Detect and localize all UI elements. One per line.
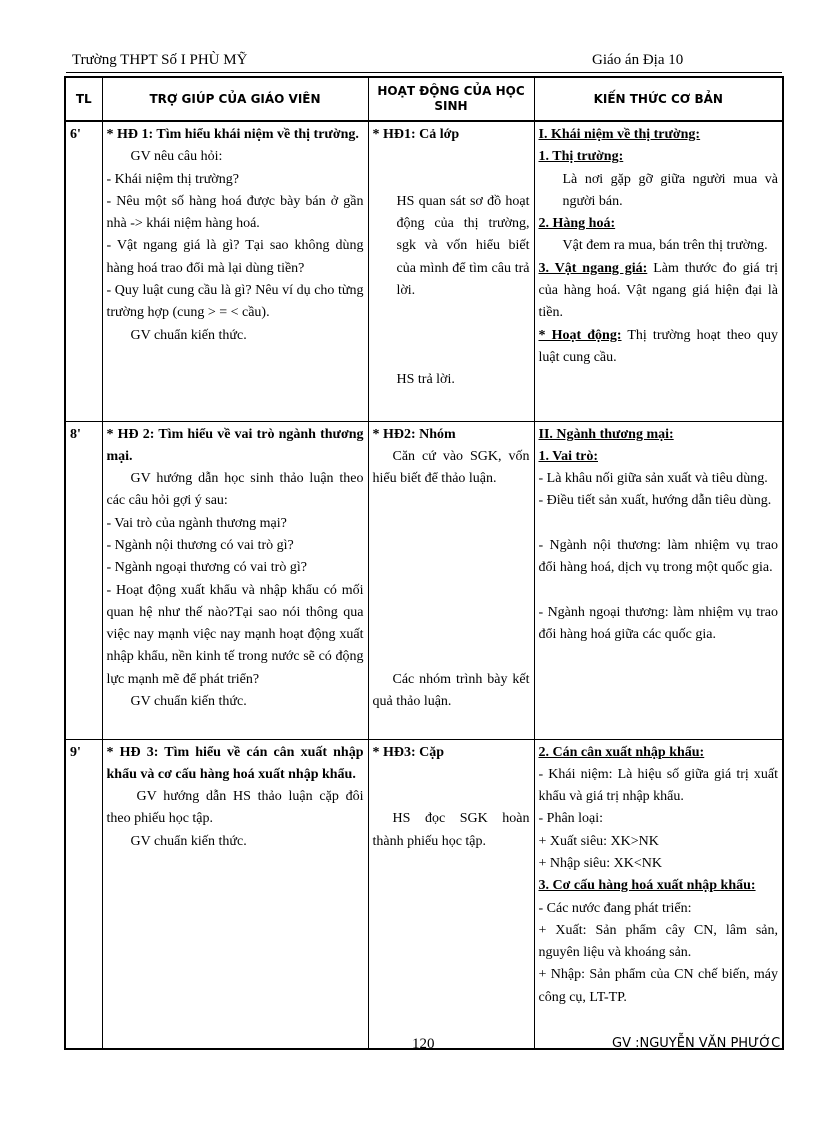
table-row xyxy=(65,739,783,1049)
knowledge-cell xyxy=(534,121,783,421)
text-line: HS quan sát sơ đồ hoạt động của thị trường, sgk và vốn hiểu biết của mình để tìm câu trả lời. xyxy=(396,193,530,299)
text-line: - Ngành nội thương có vai trò gì? xyxy=(106,537,294,553)
text-line: HS đọc SGK hoàn thành phiếu học tập. xyxy=(372,811,530,849)
text-line: - Các nước đang phát triển: xyxy=(538,900,692,916)
text-line: - Ngành nội thương: làm nhiệm vụ trao đổi hàng hoá, dịch vụ trong một quốc gia. xyxy=(538,537,778,576)
row-time: 9' xyxy=(65,739,102,1049)
header-school: Trường THPT Số I PHÙ MỸ xyxy=(72,52,248,68)
student-cell xyxy=(368,739,534,1049)
row-time: 8' xyxy=(65,421,102,739)
text-line: + Nhập siêu: XK<NK xyxy=(538,855,662,871)
text-line: - Quy luật cung cầu là gì? Nêu ví dụ cho từng trường hợp (cung > = < cầu). xyxy=(106,283,364,321)
text-line: - Ngành ngoại thương: làm nhiệm vụ trao đổi hàng hoá giữa các quốc gia. xyxy=(538,604,778,643)
text-line: Thị trường hoạt theo quy luật cung cầu. xyxy=(538,327,778,365)
item-heading: 1. Thị trường: xyxy=(538,149,624,165)
student-cell xyxy=(368,121,534,421)
text-line: - Là khâu nối giữa sản xuất và tiêu dùng. xyxy=(538,471,768,487)
text-line: GV hướng dẫn học sinh thảo luận theo các câu hỏi gợi ý sau: xyxy=(106,471,364,509)
text-line: - Khái niệm thị trường? xyxy=(106,171,239,187)
item-heading: 1. Vai trò: xyxy=(538,448,598,464)
activity-title: * HĐ2: Nhóm xyxy=(372,426,456,442)
text-line: HS trả lời. xyxy=(396,372,455,388)
text-line: Các nhóm trình bày kết quả thảo luận. xyxy=(372,671,530,710)
footer-teacher: GV :NGUYỄN VĂN PHƯỚC xyxy=(612,1036,781,1051)
section-heading: I. Khái niệm về thị trường: xyxy=(538,127,701,142)
text-line: GV hướng dẫn HS thảo luận cặp đôi theo phiếu học tập. xyxy=(106,789,364,827)
col-header-teacher: TRỢ GIÚP CỦA GIÁO VIÊN xyxy=(102,77,368,121)
table-row xyxy=(65,421,783,739)
text-line: Vật đem ra mua, bán trên thị trường. xyxy=(562,238,768,254)
text-line: Làm thước đo giá trị của hàng hoá. Vật ngang giá hiện đại là tiền. xyxy=(538,260,779,321)
text-line: - Nêu một số hàng hoá được bày bán ở gần nhà -> khái niệm hàng hoá. xyxy=(106,193,364,232)
text-line: GV chuẩn kiến thức. xyxy=(130,833,247,849)
text-line: - Ngành ngoại thương có vai trò gì? xyxy=(106,560,307,576)
text-line: GV chuẩn kiến thức. xyxy=(130,694,247,710)
col-header-time: TL xyxy=(65,77,102,121)
table-row xyxy=(65,121,783,421)
student-cell xyxy=(368,421,534,739)
text-line: - Khái niệm: Là hiệu số giữa giá trị xuất khẩu và giá trị nhập khẩu. xyxy=(538,766,778,805)
header-rule xyxy=(66,72,782,73)
teacher-cell xyxy=(102,121,368,421)
text-line: + Xuất siêu: XK>NK xyxy=(538,833,659,849)
text-line: - Hoạt động xuất khẩu và nhập khẩu có mối quan hệ như thế nào?Tại sao nói thông qua việc nay mạnh việc nay mạnh hoạt động xuất nhập khẩu, nền kinh tế trong nước sẽ có động lực mạnh mẽ để phát triển? xyxy=(106,582,364,687)
text-line: + Xuất: Sản phẩm cây CN, lâm sản, nguyên liệu và khoáng sản. xyxy=(538,922,778,961)
activity-title: * HĐ 1: Tìm hiểu khái niệm về thị trường. xyxy=(106,127,359,142)
lesson-plan-table xyxy=(64,76,784,1050)
teacher-cell xyxy=(102,739,368,1049)
section-heading: 3. Cơ cấu hàng hoá xuất nhập khẩu: xyxy=(538,878,756,894)
activity-title: * HĐ 3: Tìm hiểu về cán cân xuất nhập khẩu và cơ cấu hàng hoá xuất nhập khẩu. xyxy=(106,744,364,782)
text-line: - Vai trò của ngành thương mại? xyxy=(106,515,287,531)
text-line: GV nêu câu hỏi: xyxy=(130,149,223,165)
text-line: Căn cứ vào SGK, vốn hiểu biết để thảo luận. xyxy=(372,448,530,487)
section-heading: II. Ngành thương mại: xyxy=(538,426,674,442)
teacher-cell xyxy=(102,421,368,739)
col-header-knowledge: KIẾN THỨC CƠ BẢN xyxy=(534,77,783,121)
knowledge-cell xyxy=(534,421,783,739)
row-time: 6' xyxy=(65,121,102,421)
text-line: GV chuẩn kiến thức. xyxy=(130,327,247,343)
table-header-row xyxy=(65,77,783,121)
section-heading: 2. Cán cân xuất nhập khẩu: xyxy=(538,744,705,760)
header-subject: Giáo án Địa 10 xyxy=(592,52,684,68)
item-heading: 2. Hàng hoá: xyxy=(538,216,616,232)
activity-title: * HĐ3: Cặp xyxy=(372,744,445,760)
text-line: - Điều tiết sản xuất, hướng dẫn tiêu dùng. xyxy=(538,493,772,509)
activity-title: * HĐ 2: Tìm hiểu về vai trò ngành thương mại. xyxy=(106,426,364,464)
activity-title: * HĐ1: Cả lớp xyxy=(372,127,460,142)
item-heading: * Hoạt động: xyxy=(538,327,622,343)
text-line: Là nơi gặp gỡ giữa người mua và người bán. xyxy=(562,171,778,209)
col-header-student: HOẠT ĐỘNG CỦA HỌC SINH xyxy=(368,77,534,121)
text-line: + Nhập: Sản phẩm của CN chế biến, máy công cụ, LT-TP. xyxy=(538,967,778,1005)
text-line: - Phân loại: xyxy=(538,811,604,827)
item-heading: 3. Vật ngang giá: xyxy=(538,260,648,276)
knowledge-cell xyxy=(534,739,783,1049)
page-number: 120 xyxy=(412,1036,435,1052)
text-line: - Vật ngang giá là gì? Tại sao không dùng hàng hoá trao đổi mà lại dùng tiền? xyxy=(106,238,364,276)
